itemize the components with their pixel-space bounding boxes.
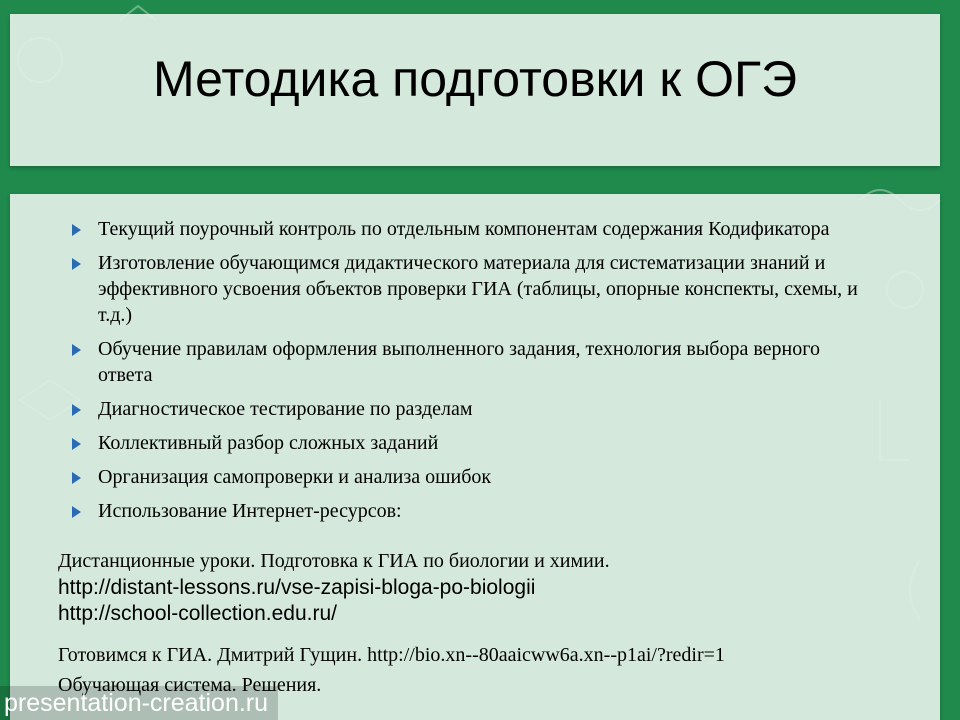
bullet-text: Изготовление обучающимся дидактического материала для систематизации знаний и эффективного усвоения объектов проверки ГИА (таблицы, опорные конспекты, схемы, и т.д.)	[98, 252, 858, 326]
bullet-text: Коллективный разбор сложных заданий	[98, 432, 439, 454]
bullet-list	[70, 216, 870, 532]
watermark: presentation-creation.ru	[0, 686, 278, 720]
bullet-text: Обучение правилам оформления выполненного задания, технология выбора верного ответа	[98, 338, 820, 386]
bullet-text: Организация самопроверки и анализа ошибок	[98, 466, 492, 488]
list-item	[70, 430, 870, 456]
list-item	[70, 250, 870, 328]
list-item	[70, 216, 870, 242]
triangle-bullet-icon	[72, 472, 81, 484]
resource-link-distant-lessons[interactable]: http://distant-lessons.ru/vse-zapisi-bloga-po-biologii	[58, 576, 536, 599]
gushchin-resource-line: Готовимся к ГИА. Дмитрий Гущин. http://bio.xn--80aaicww6a.xn--p1ai/?redir=1	[58, 644, 725, 666]
triangle-bullet-icon	[72, 506, 81, 518]
bullet-text: Использование Интернет-ресурсов:	[98, 500, 402, 522]
list-item	[70, 336, 870, 388]
triangle-bullet-icon	[72, 258, 81, 270]
cut-off-line: Обучающая система. Решения.	[58, 674, 322, 696]
bullet-text: Текущий поурочный контроль по отдельным компонентам содержания Кодификатора	[98, 218, 830, 240]
resources-intro: Дистанционные уроки. Подготовка к ГИА по биологии и химии.	[58, 550, 610, 572]
title-panel	[10, 14, 940, 166]
content-panel	[10, 194, 940, 720]
triangle-bullet-icon	[72, 224, 81, 236]
triangle-bullet-icon	[72, 404, 81, 416]
triangle-bullet-icon	[72, 438, 81, 450]
slide-title: Методика подготовки к ОГЭ	[152, 51, 798, 107]
triangle-bullet-icon	[72, 344, 81, 356]
list-item	[70, 464, 870, 490]
resource-link-school-collection[interactable]: http://school-collection.edu.ru/	[58, 602, 337, 625]
list-item	[70, 396, 870, 422]
bullet-text: Диагностическое тестирование по разделам	[98, 398, 473, 420]
list-item	[70, 498, 870, 524]
